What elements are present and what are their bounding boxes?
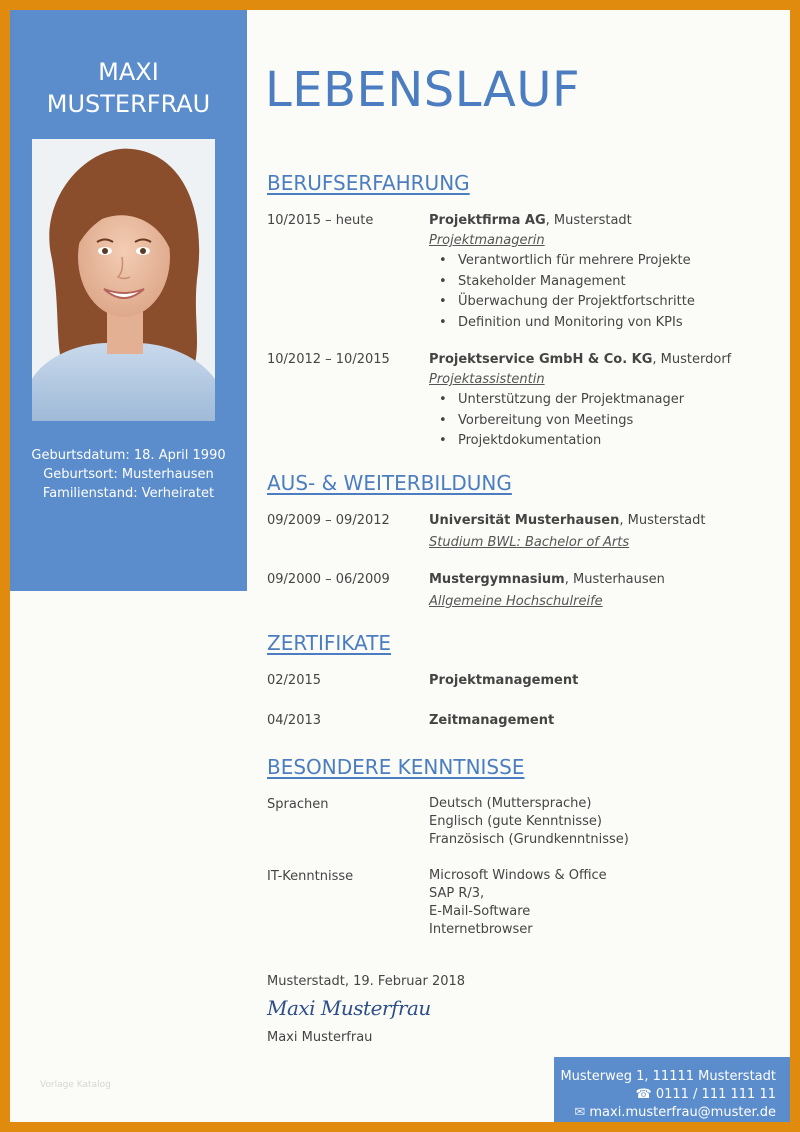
email-line (554, 1104, 776, 1122)
marital-status: Familienstand: Verheiratet (42, 486, 215, 501)
contact-footer (554, 1057, 790, 1122)
place-date: Musterstadt, 19. Februar 2018 (267, 974, 466, 989)
experience-2-role: Projektassistentin (429, 372, 545, 387)
skills-languages-list (429, 795, 789, 849)
phone-icon: ☎ (635, 1087, 652, 1102)
education-2-degree: Allgemeine Hochschulreife (429, 594, 603, 609)
portrait-image (32, 139, 215, 421)
education-1-location: , Musterstadt (619, 513, 706, 528)
experience-2-details (429, 350, 789, 452)
applicant-name (10, 56, 247, 120)
experience-1-company: Projektfirma AG (429, 213, 546, 228)
experience-2-bullets (429, 390, 789, 452)
certificate-1-name: Projektmanagement (429, 673, 579, 688)
education-2-period: 09/2000 – 06/2009 (267, 572, 390, 587)
section-skills-heading: BESONDERE KENNTNISSE (267, 755, 525, 779)
phone-number: 0111 / 111 111 11 (655, 1087, 776, 1102)
list-item: Internetbrowser (429, 922, 533, 937)
education-2-location: , Musterhausen (564, 572, 665, 587)
education-1-period: 09/2009 – 09/2012 (267, 513, 390, 528)
name-first: MAXI (98, 58, 159, 86)
list-item: • Vorbereitung von Meetings (429, 411, 789, 432)
experience-1-period: 10/2015 – heute (267, 213, 374, 228)
cv-page (10, 10, 790, 1122)
experience-1-role: Projektmanagerin (429, 233, 545, 248)
certificate-2-date: 04/2013 (267, 713, 322, 728)
list-item: • Projektdokumentation (429, 431, 789, 452)
printed-name: Maxi Musterfrau (267, 1030, 373, 1045)
experience-1-details (429, 211, 789, 333)
list-item: • Definition und Monitoring von KPIs (429, 313, 789, 334)
section-experience-heading: BERUFSERFAHRUNG (267, 171, 470, 195)
list-item: • Stakeholder Management (429, 272, 789, 293)
birthplace: Geburtsort: Musterhausen (43, 467, 214, 482)
birthdate: Geburtsdatum: 18. April 1990 (31, 448, 226, 463)
experience-2-company: Projektservice GmbH & Co. KG (429, 352, 653, 367)
experience-2-period: 10/2012 – 10/2015 (267, 352, 390, 367)
name-last: MUSTERFRAU (46, 90, 211, 118)
experience-2-location: , Musterdorf (652, 352, 732, 367)
education-1-details (429, 511, 789, 553)
profile-photo (32, 139, 215, 421)
list-item: • Überwachung der Projektfortschritte (429, 292, 789, 313)
certificate-2-name: Zeitmanagement (429, 713, 555, 728)
personal-info (10, 446, 247, 503)
experience-1-bullets (429, 251, 789, 333)
address: Musterweg 1, 11111 Musterstadt (560, 1069, 776, 1084)
education-2-institution: Mustergymnasium (429, 572, 565, 587)
list-item: SAP R/3, (429, 886, 485, 901)
experience-1-location: , Musterstadt (545, 213, 632, 228)
certificate-1-date: 02/2015 (267, 673, 322, 688)
section-education-heading: AUS- & WEITERBILDUNG (267, 471, 512, 495)
document-title: LEBENSLAUF (265, 62, 581, 118)
education-1-institution: Universität Musterhausen (429, 513, 620, 528)
education-1-degree: Studium BWL: Bachelor of Arts (429, 535, 630, 550)
list-item: Deutsch (Muttersprache) (429, 796, 592, 811)
section-certificates-heading: ZERTIFIKATE (267, 631, 392, 655)
skills-languages-label: Sprachen (267, 797, 329, 812)
list-item: Microsoft Windows & Office (429, 868, 607, 883)
skills-it-list (429, 867, 789, 939)
sidebar (10, 10, 247, 591)
skills-it-label: IT-Kenntnisse (267, 869, 354, 884)
list-item: E-Mail-Software (429, 904, 531, 919)
envelope-icon: ✉ (574, 1105, 586, 1120)
email-address[interactable]: maxi.musterfrau@muster.de (589, 1105, 776, 1120)
signature: Maxi Musterfrau (267, 996, 431, 1020)
education-2-details (429, 570, 789, 612)
list-item: • Verantwortlich für mehrere Projekte (429, 251, 789, 272)
phone-line (554, 1086, 776, 1104)
list-item: • Unterstützung der Projektmanager (429, 390, 789, 411)
list-item: Englisch (gute Kenntnisse) (429, 814, 602, 829)
list-item: Französisch (Grundkenntnisse) (429, 832, 629, 847)
watermark: Vorlage Katalog (40, 1080, 111, 1090)
